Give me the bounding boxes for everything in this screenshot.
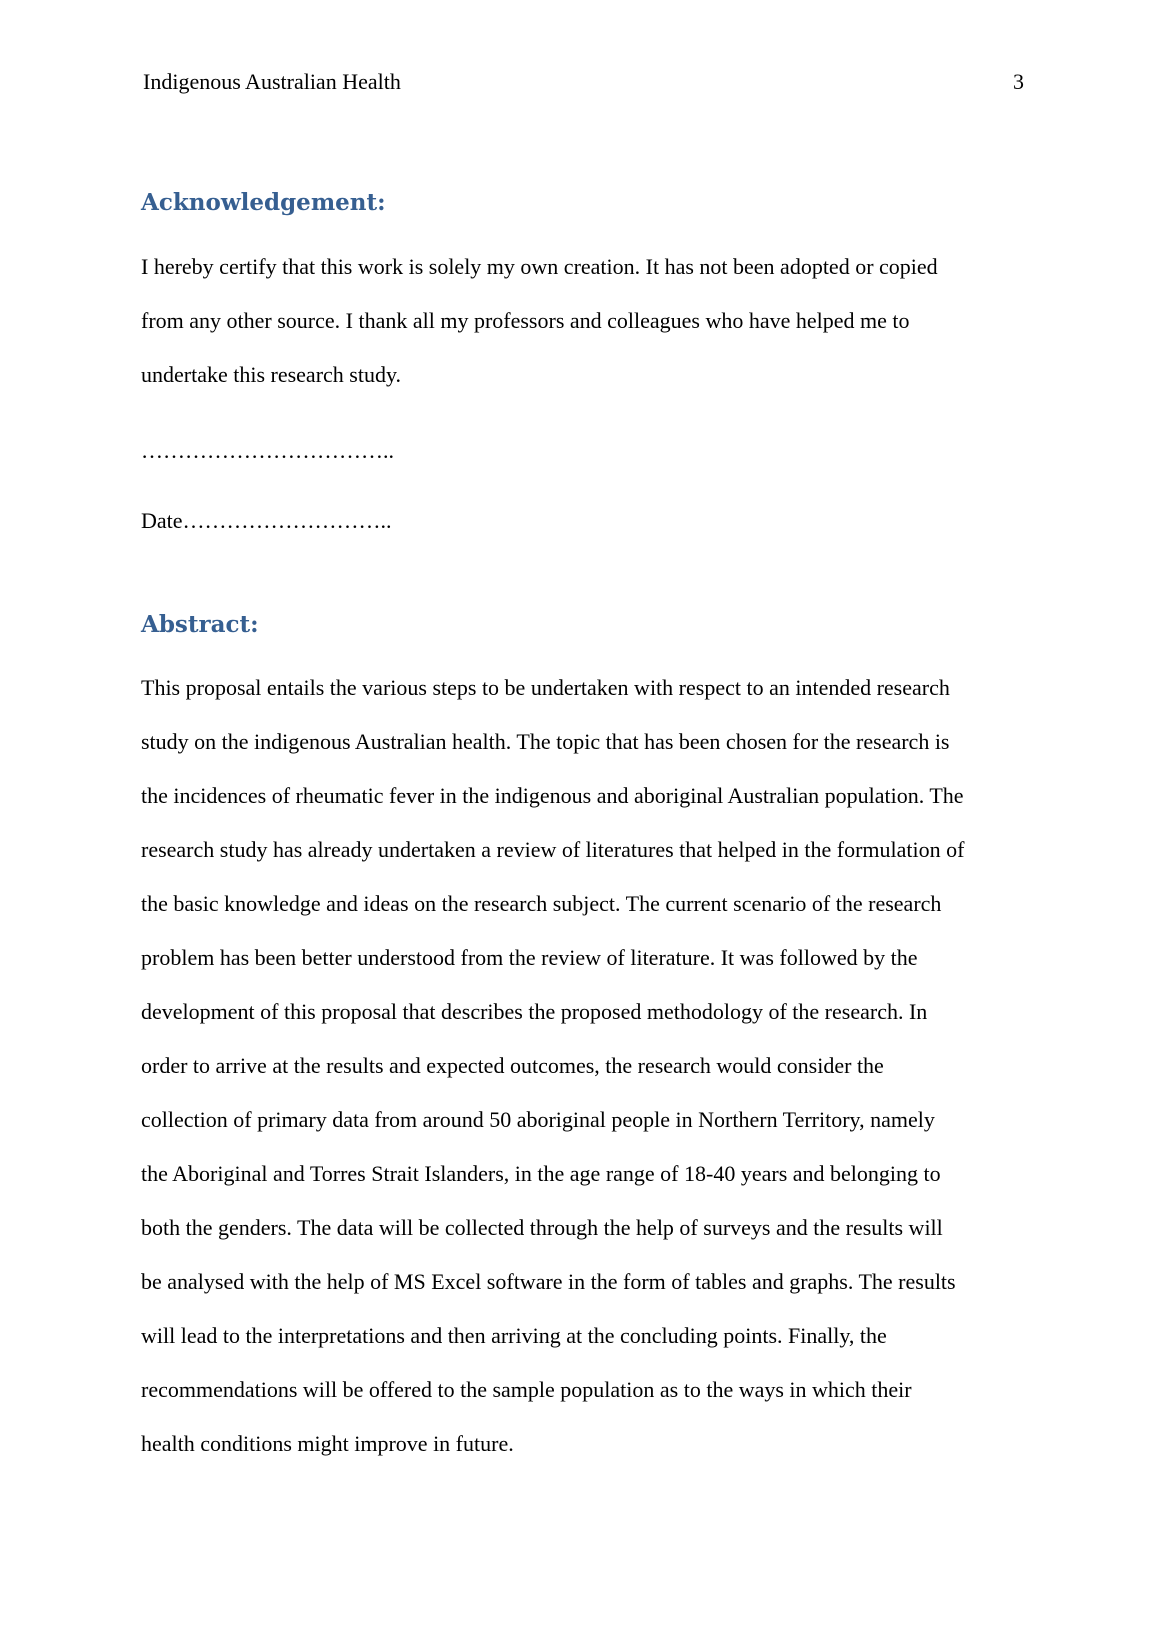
abstract-line: order to arrive at the results and expected outcomes, the research would consider the bbox=[141, 1053, 884, 1078]
abstract-line: problem has been better understood from the review of literature. It was followed by the bbox=[141, 945, 918, 970]
acknowledgement-line: from any other source. I thank all my professors and colleagues who have helped me to bbox=[141, 308, 910, 333]
abstract-line: the Aboriginal and Torres Strait Islanders, in the age range of 18-40 years and belonging to bbox=[141, 1161, 941, 1186]
abstract-line: development of this proposal that describes the proposed methodology of the research. In bbox=[141, 999, 928, 1024]
signature-line: …………………………….. bbox=[141, 438, 394, 463]
abstract-paragraph bbox=[141, 661, 1041, 1471]
abstract-heading: Abstract: bbox=[141, 611, 259, 638]
acknowledgement-heading: Acknowledgement: bbox=[141, 189, 386, 216]
abstract-line: be analysed with the help of MS Excel software in the form of tables and graphs. The results bbox=[141, 1269, 956, 1294]
abstract-line: both the genders. The data will be collected through the help of surveys and the results will bbox=[141, 1215, 943, 1240]
abstract-line: the incidences of rheumatic fever in the indigenous and aboriginal Australian population. The bbox=[141, 783, 964, 808]
acknowledgement-line: I hereby certify that this work is solely my own creation. It has not been adopted or copied bbox=[141, 254, 938, 279]
acknowledgement-line: undertake this research study. bbox=[141, 362, 402, 387]
abstract-line: will lead to the interpretations and then arriving at the concluding points. Finally, the bbox=[141, 1323, 887, 1348]
abstract-line: health conditions might improve in future. bbox=[141, 1431, 514, 1456]
page-number: 3 bbox=[1013, 69, 1024, 94]
abstract-line: study on the indigenous Australian health. The topic that has been chosen for the research is bbox=[141, 729, 950, 754]
abstract-line: the basic knowledge and ideas on the research subject. The current scenario of the research bbox=[141, 891, 942, 916]
abstract-line: collection of primary data from around 50 aboriginal people in Northern Territory, namely bbox=[141, 1107, 935, 1132]
acknowledgement-paragraph bbox=[141, 240, 1041, 402]
abstract-line: research study has already undertaken a review of literatures that helped in the formulation of bbox=[141, 837, 965, 862]
date-line: Date……………………….. bbox=[141, 508, 392, 533]
abstract-line: recommendations will be offered to the sample population as to the ways in which their bbox=[141, 1377, 912, 1402]
abstract-line: This proposal entails the various steps to be undertaken with respect to an intended research bbox=[141, 675, 950, 700]
running-head-title: Indigenous Australian Health bbox=[143, 69, 401, 94]
